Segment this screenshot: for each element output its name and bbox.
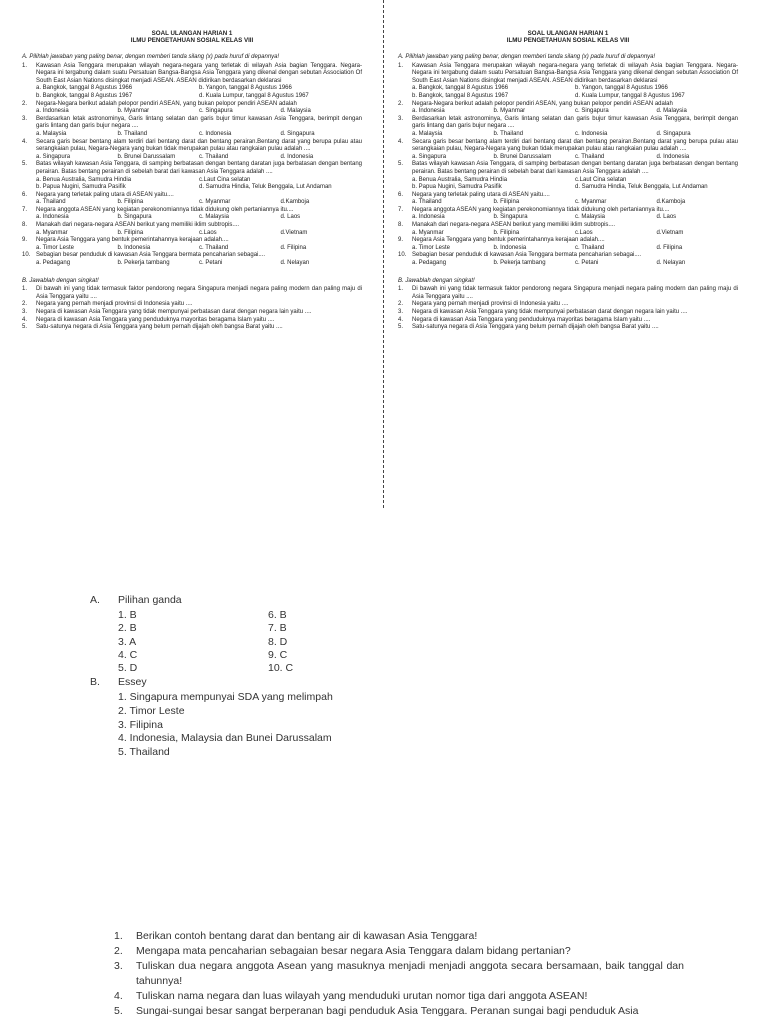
essay-answer: 1. Singapura mempunyai SDA yang melimpah — [118, 691, 333, 704]
question-item — [398, 237, 738, 245]
answer-options — [398, 108, 738, 116]
answer-option: a. Singapura — [412, 153, 447, 160]
question-item — [22, 139, 362, 154]
sheet-title: SOAL ULANGAN HARIAN 1 — [151, 30, 233, 37]
answer-option: d.Vietnam — [656, 229, 684, 236]
short-question-item — [22, 301, 362, 309]
question-text: Negara Asia Tenggara yang bentuk pemerintahannya kerajaan adalah.... — [412, 237, 605, 244]
answer-options — [22, 154, 362, 162]
answer-options — [22, 199, 362, 207]
question-text: Negara-Negara berikut adalah pelopor pendiri ASEAN, yang bukan pelopor pendiri ASEAN adalah — [36, 100, 297, 107]
answer-options — [398, 199, 738, 207]
question-number: 10. — [22, 252, 31, 259]
question-item — [22, 116, 362, 131]
question-number: 1. — [22, 286, 28, 293]
answer-options — [22, 131, 362, 139]
question-number: 4. — [114, 990, 123, 1002]
question-number: 5. — [22, 324, 28, 331]
answer-option: b. Brunei Darussalam — [117, 153, 176, 160]
answer-option: b. Thailand — [117, 130, 148, 137]
answer-option: d. Malaysia — [656, 108, 687, 115]
section-a-instruction: A. Pilihlah jawaban yang paling benar, dengan memberi tanda silang (x) pada huruf di depannya! — [398, 54, 656, 60]
question-text: Negara di kawasan Asia Tenggara yang tidak mempunyai perbatasan darat dengan negara lain yaitu .... — [412, 309, 688, 315]
answer-option: b. Yangon, tanggal 8 Agustus 1966 — [199, 85, 292, 92]
question-number: 5. — [398, 161, 404, 168]
question-item — [22, 101, 362, 109]
mc-answer: 9. C — [268, 648, 288, 661]
mc-answer: 1. B — [118, 609, 137, 621]
answer-option: b. Filipina — [493, 199, 520, 206]
answer-option: d. Singapura — [280, 130, 315, 137]
answer-options — [22, 245, 362, 253]
question-text: Di bawah ini yang tidak termasuk faktor pendorong negara Singapura menjadi negara paling modern dan paling maju di Asia Tenggara yaitu .... — [36, 286, 362, 300]
question-text: Negara Asia Tenggara yang bentuk pemerintahannya kerajaan adalah.... — [36, 237, 229, 244]
answer-option: d. Samudra Hindia, Teluk Benggala, Lut Andaman — [199, 184, 332, 191]
question-item — [22, 237, 362, 245]
answer-options — [22, 108, 362, 116]
answer-option: c. Myanmar — [199, 199, 231, 206]
question-number: 4. — [398, 316, 404, 323]
question-text: Berdasarkan letak astronominya, Garis lintang selatan dan garis bujur timur kawasan Asia Tenggara, berimpit dengan garis lintang dan garis bujur negara .... — [36, 115, 362, 130]
short-question-item — [398, 286, 738, 301]
question-number: 2. — [22, 100, 28, 107]
question-text: Manakah dari negara-negara ASEAN berikut yang memiliki iklim subtropis.... — [412, 222, 616, 229]
answer-option: d. Filipina — [656, 244, 683, 251]
sheet-subtitle: ILMU PENGETAHUAN SOSIAL KELAS VIII — [506, 37, 630, 44]
answer-options — [398, 85, 738, 100]
mc-answer: 10. C — [268, 662, 294, 675]
question-number: 4. — [398, 138, 404, 145]
answer-option: a. Singapura — [36, 153, 71, 160]
question-text: Batas wilayah kawasan Asia Tenggara, di samping berbatasan dengan bentang daratan juga berbatasan dengan bentang perairan. Batas bentang perairan di sebelah barat dari kawasan Asia Tenggara adalah .... — [36, 161, 362, 175]
question-text: Di bawah ini yang tidak termasuk faktor pendorong negara Singapura menjadi negara paling modern dan paling maju di Asia Tenggara yaitu .... — [412, 286, 738, 300]
answer-options — [398, 260, 738, 268]
answer-options — [398, 154, 738, 162]
answer-option: d. Laos — [280, 214, 301, 221]
answer-option: c.Laut Cina selatan — [199, 176, 251, 183]
question-number: 4. — [22, 316, 28, 323]
answer-option: a. Myanmar — [412, 229, 444, 236]
question-number: 7. — [398, 206, 404, 213]
answer-option: a. Malaysia — [36, 130, 67, 137]
question-number: 2. — [22, 301, 28, 308]
section-a-instruction: A. Pilihlah jawaban yang paling benar, dengan memberi tanda silang (x) pada huruf di depannya! — [22, 54, 280, 60]
answer-option: a. Indonesia — [412, 214, 445, 221]
essay-question — [114, 929, 684, 944]
answer-option: d. Nelayan — [656, 260, 686, 267]
question-item — [398, 207, 738, 215]
answer-option: b. Pekerja tambang — [493, 260, 546, 267]
question-number: 5. — [114, 1005, 123, 1017]
essay-answer: 5. Thailand — [118, 745, 170, 758]
answer-option: b. Bangkok, tanggal 8 Agustus 1967 — [412, 92, 509, 99]
question-text: Sebagian besar penduduk di kawasan Asia Tenggara bermata pencaharian sebagai.... — [412, 252, 642, 259]
answer-option: d.Vietnam — [280, 229, 308, 236]
question-text: Negara yang terletak paling utara di ASEAN yaitu.... — [412, 191, 550, 198]
answer-option: c. Indonesia — [199, 130, 232, 137]
answer-option: a. Bangkok, tanggal 8 Agustus 1966 — [36, 85, 133, 92]
question-text: Berikan contoh bentang darat dan bentang air di kawasan Asia Tenggara! — [136, 930, 478, 942]
section-b-title: Essey — [118, 676, 147, 689]
mc-answer: 3. A — [118, 635, 137, 648]
answer-option: d. Malaysia — [280, 108, 311, 115]
answer-option: d.Kamboja — [656, 199, 686, 206]
question-item — [22, 207, 362, 215]
answer-options — [22, 214, 362, 222]
answer-option: d. Singapura — [656, 130, 691, 137]
question-item — [22, 222, 362, 230]
question-text: Negara yang terletak paling utara di ASEAN yaitu.... — [36, 191, 174, 198]
question-number: 7. — [22, 206, 28, 213]
question-number: 10. — [398, 252, 407, 259]
question-text: Sungai-sungai besar sangat berperanan bagi penduduk Asia Tenggara. Peranan sungai bagi penduduk Asia — [136, 1005, 639, 1017]
essay-question — [114, 1004, 684, 1019]
section-b-instruction: B. Jawablah dengan singkat! — [398, 277, 475, 284]
short-question-item — [398, 301, 738, 309]
question-item — [22, 252, 362, 260]
answer-option: c. Singapura — [199, 108, 233, 115]
question-number: 8. — [22, 222, 28, 229]
mc-answers — [90, 609, 348, 675]
answer-option: a. Timor Leste — [412, 244, 451, 251]
question-text: Satu-satunya negara di Asia Tenggara yang belum pernah dijajah oleh bangsa Barat yaitu .... — [412, 324, 659, 331]
question-item — [22, 161, 362, 176]
answer-option: b. Myanmar — [493, 108, 526, 115]
answer-option: a. Thailand — [412, 199, 442, 206]
answer-option: b. Yangon, tanggal 8 Agustus 1966 — [575, 85, 668, 92]
question-text: Berdasarkan letak astronominya, Garis lintang selatan dan garis bujur timur kawasan Asia Tenggara, berimpit dengan garis lintang dan garis bujur negara .... — [412, 115, 738, 130]
answer-option: d. Samudra Hindia, Teluk Benggala, Lut Andaman — [575, 184, 708, 191]
answer-options — [22, 230, 362, 238]
answer-option: b. Filipina — [493, 229, 520, 236]
answer-option: d. Nelayan — [280, 260, 310, 267]
answer-option: c. Indonesia — [575, 130, 608, 137]
answer-option: b. Singapura — [117, 214, 152, 221]
question-text: Negara-Negara berikut adalah pelopor pendiri ASEAN, yang bukan pelopor pendiri ASEAN adalah — [412, 100, 673, 107]
answer-option: a. Pedagang — [412, 260, 447, 267]
question-text: Negara di kawasan Asia Tenggara yang penduduknya mayoritas beragama Islam yaitu .... — [412, 316, 651, 323]
answer-option: a. Indonesia — [412, 108, 445, 115]
answer-option: d. Indonesia — [656, 153, 690, 160]
answer-option: c. Thailand — [199, 244, 229, 251]
question-number: 2. — [398, 100, 404, 107]
question-number: 8. — [398, 222, 404, 229]
answer-option: b. Thailand — [493, 130, 524, 137]
sheet-subtitle: ILMU PENGETAHUAN SOSIAL KELAS VIII — [130, 37, 254, 44]
mc-answer: 4. C — [118, 648, 138, 661]
answer-option: c. Thailand — [575, 244, 605, 251]
question-item — [398, 63, 738, 86]
mc-answer: 2. B — [118, 622, 137, 635]
answer-option: d. Laos — [656, 214, 677, 221]
answer-option: b. Pekerja tambang — [117, 260, 170, 267]
question-text: Negara yang pernah menjadi provinsi di Indonesia yaitu .... — [36, 301, 193, 308]
short-question-item — [398, 309, 738, 317]
question-number: 1. — [114, 930, 123, 942]
answer-option: d.Kamboja — [280, 199, 310, 206]
answer-option: b. Singapura — [493, 214, 528, 221]
question-text: Batas wilayah kawasan Asia Tenggara, di samping berbatasan dengan bentang daratan juga berbatasan dengan bentang perairan. Batas bentang perairan di sebelah barat dari kawasan Asia Tenggara adalah .... — [412, 161, 738, 175]
answer-option: d. Filipina — [280, 244, 307, 251]
essay-question — [114, 944, 684, 959]
answer-option: a. Malaysia — [412, 130, 443, 137]
mc-answer: 5. D — [118, 662, 138, 675]
answer-key — [90, 594, 348, 759]
short-question-item — [398, 317, 738, 325]
question-text: Kawasan Asia Tenggara merupakan wilayah negara-negara yang terletak di wilayah Asia bagian Tenggara. Negara-Negara ini tergabung dalam suatu Persatuan Bangsa-Bangsa Asia Tenggara yang dikenal dengan sebutan Association Of South East Asian Nations disingkat menjadi ASEAN. ASEAN didirikan berdasarkan deklarasi — [36, 62, 362, 84]
answer-options — [398, 177, 738, 192]
short-question-item — [22, 317, 362, 325]
question-item — [398, 139, 738, 154]
question-number: 1. — [398, 286, 404, 293]
answer-option: c.Laos — [199, 229, 217, 236]
answer-option: b. Brunei Darussalam — [493, 153, 552, 160]
short-question-item — [22, 324, 362, 332]
answer-option: b. Bangkok, tanggal 8 Agustus 1967 — [36, 92, 133, 99]
answer-option: a. Benua Australia, Samudra Hindia — [412, 176, 508, 183]
question-item — [22, 192, 362, 200]
answer-option: c. Petani — [575, 260, 599, 267]
answer-option: c. Petani — [199, 260, 223, 267]
mc-answer: 6. B — [268, 609, 287, 621]
question-number: 9. — [398, 237, 404, 244]
question-item — [398, 161, 738, 176]
question-number: 9. — [22, 237, 28, 244]
question-number: 3. — [398, 115, 404, 122]
answer-options — [22, 85, 362, 100]
essay-answer: 3. Filipina — [118, 718, 163, 731]
section-b-instruction: B. Jawablah dengan singkat! — [22, 277, 99, 284]
answer-option: c.Laos — [575, 229, 593, 236]
answer-option: c. Singapura — [575, 108, 609, 115]
question-text: Tuliskan dua negara anggota Asean yang masuknya menjadi menjadi anggota secara bersamaan, baik tanggal dan tahunnya! — [136, 960, 684, 987]
answer-option: b. Myanmar — [117, 108, 150, 115]
answer-option: d. Indonesia — [280, 153, 314, 160]
question-number: 2. — [114, 945, 123, 957]
section-a-label: A. — [90, 594, 100, 606]
section-b-header — [90, 676, 348, 689]
question-text: Negara di kawasan Asia Tenggara yang penduduknya mayoritas beragama Islam yaitu .... — [36, 316, 275, 323]
question-item — [398, 222, 738, 230]
answer-option: a. Bangkok, tanggal 8 Agustus 1966 — [412, 85, 509, 92]
essay-answer: 2. Timor Leste — [118, 705, 185, 718]
answer-option: a. Indonesia — [36, 108, 69, 115]
answer-option: d. Kuala Lumpur, tanggal 8 Agustus 1967 — [575, 92, 685, 99]
answer-option: c. Thailand — [575, 153, 605, 160]
question-number: 5. — [22, 161, 28, 168]
answer-option: b. Filipina — [117, 229, 144, 236]
section-a-title: Pilihan ganda — [118, 594, 182, 606]
sheet-title: SOAL ULANGAN HARIAN 1 — [527, 30, 609, 37]
answer-options — [398, 245, 738, 253]
question-text: Mengapa mata pencaharian sebagaian besar negara Asia Tenggara dalam bidang pertanian? — [136, 945, 571, 957]
answer-options — [398, 230, 738, 238]
essay-question — [114, 989, 684, 1004]
section-b-label: B. — [90, 676, 100, 689]
short-question-item — [398, 324, 738, 332]
section-a-header — [90, 594, 348, 607]
question-number: 4. — [22, 138, 28, 145]
answer-option: a. Timor Leste — [36, 244, 75, 251]
question-number: 2. — [398, 301, 404, 308]
answer-options — [22, 177, 362, 192]
question-text: Negara yang pernah menjadi provinsi di Indonesia yaitu .... — [412, 301, 569, 308]
answer-option: b. Papua Nugini, Samudra Pasifik — [412, 184, 502, 191]
question-item — [398, 252, 738, 260]
essay-answer: 4. Indonesia, Malaysia dan Bunei Darussalam — [118, 732, 332, 745]
question-number: 1. — [22, 62, 28, 69]
question-number: 5. — [398, 324, 404, 331]
short-question-item — [22, 286, 362, 301]
question-item — [22, 63, 362, 86]
question-item — [398, 101, 738, 109]
question-number: 6. — [22, 191, 28, 198]
question-text: Manakah dari negara-negara ASEAN berikut yang memiliki iklim subtropis.... — [36, 222, 240, 229]
essay-questions — [114, 929, 684, 1019]
question-text: Secara garis besar bentang alam terdiri dari bentang darat dan bentang perairan.Bentang darat yang berupa pulau atau serangkaian pulau, Negara-Negara yang bukan tidak merupakan pulau atau rangkaian pulau adalah .... — [36, 138, 362, 153]
question-text: Satu-satunya negara di Asia Tenggara yang belum pernah dijajah oleh bangsa Barat yaitu .... — [36, 324, 283, 331]
question-number: 1. — [398, 62, 404, 69]
cut-line — [383, 0, 384, 508]
question-text: Negara anggota ASEAN yang kegiatan perekonomiannya tidak didukung oleh pertaniannya itu.... — [412, 206, 670, 213]
question-item — [398, 116, 738, 131]
answer-options — [22, 260, 362, 268]
question-text: Negara anggota ASEAN yang kegiatan perekonomiannya tidak didukung oleh pertaniannya itu.... — [36, 206, 294, 213]
answer-option: b. Filipina — [117, 199, 144, 206]
question-text: Negara di kawasan Asia Tenggara yang tidak mempunyai perbatasan darat dengan negara lain yaitu .... — [36, 309, 312, 315]
essay-answers — [90, 691, 348, 759]
answer-options — [398, 214, 738, 222]
answer-option: c. Malaysia — [575, 214, 606, 221]
question-item — [398, 192, 738, 200]
essay-question — [114, 959, 684, 989]
question-number: 3. — [22, 115, 28, 122]
mc-answer: 8. D — [268, 635, 288, 648]
question-number: 3. — [398, 309, 404, 315]
question-text: Kawasan Asia Tenggara merupakan wilayah negara-negara yang terletak di wilayah Asia bagian Tenggara. Negara-Negara ini tergabung dalam suatu Persatuan Bangsa-Bangsa Asia Tenggara yang dikenal dengan sebutan Association Of South East Asian Nations disingkat menjadi ASEAN. ASEAN didirikan berdasarkan deklarasi — [412, 62, 738, 84]
question-text: Tuliskan nama negara dan luas wilayah yang menduduki urutan nomor tiga dari anggota ASEAN! — [136, 990, 588, 1002]
question-text: Sebagian besar penduduk di kawasan Asia Tenggara bermata pencaharian sebagai.... — [36, 252, 266, 259]
answer-option: b. Indonesia — [117, 244, 151, 251]
exam-sheet-left — [22, 30, 362, 332]
question-number: 3. — [114, 960, 123, 972]
question-number: 3. — [22, 309, 28, 315]
answer-option: c. Thailand — [199, 153, 229, 160]
answer-option: d. Kuala Lumpur, tanggal 8 Agustus 1967 — [199, 92, 309, 99]
question-number: 6. — [398, 191, 404, 198]
short-question-item — [22, 309, 362, 317]
answer-option: a. Indonesia — [36, 214, 69, 221]
mc-answer: 7. B — [268, 622, 287, 635]
answer-option: a. Pedagang — [36, 260, 71, 267]
answer-option: a. Myanmar — [36, 229, 68, 236]
answer-option: a. Thailand — [36, 199, 66, 206]
answer-option: b. Papua Nugini, Samudra Pasifik — [36, 184, 126, 191]
answer-option: c.Laut Cina selatan — [575, 176, 627, 183]
answer-option: c. Malaysia — [199, 214, 230, 221]
answer-option: b. Indonesia — [493, 244, 527, 251]
answer-option: c. Myanmar — [575, 199, 607, 206]
answer-option: a. Benua Australia, Samudra Hindia — [36, 176, 132, 183]
exam-sheet-right — [398, 30, 738, 332]
question-text: Secara garis besar bentang alam terdiri dari bentang darat dan bentang perairan.Bentang darat yang berupa pulau atau serangkaian pulau, Negara-Negara yang bukan tidak merupakan pulau atau rangkaian pulau adalah .... — [412, 138, 738, 153]
answer-options — [398, 131, 738, 139]
